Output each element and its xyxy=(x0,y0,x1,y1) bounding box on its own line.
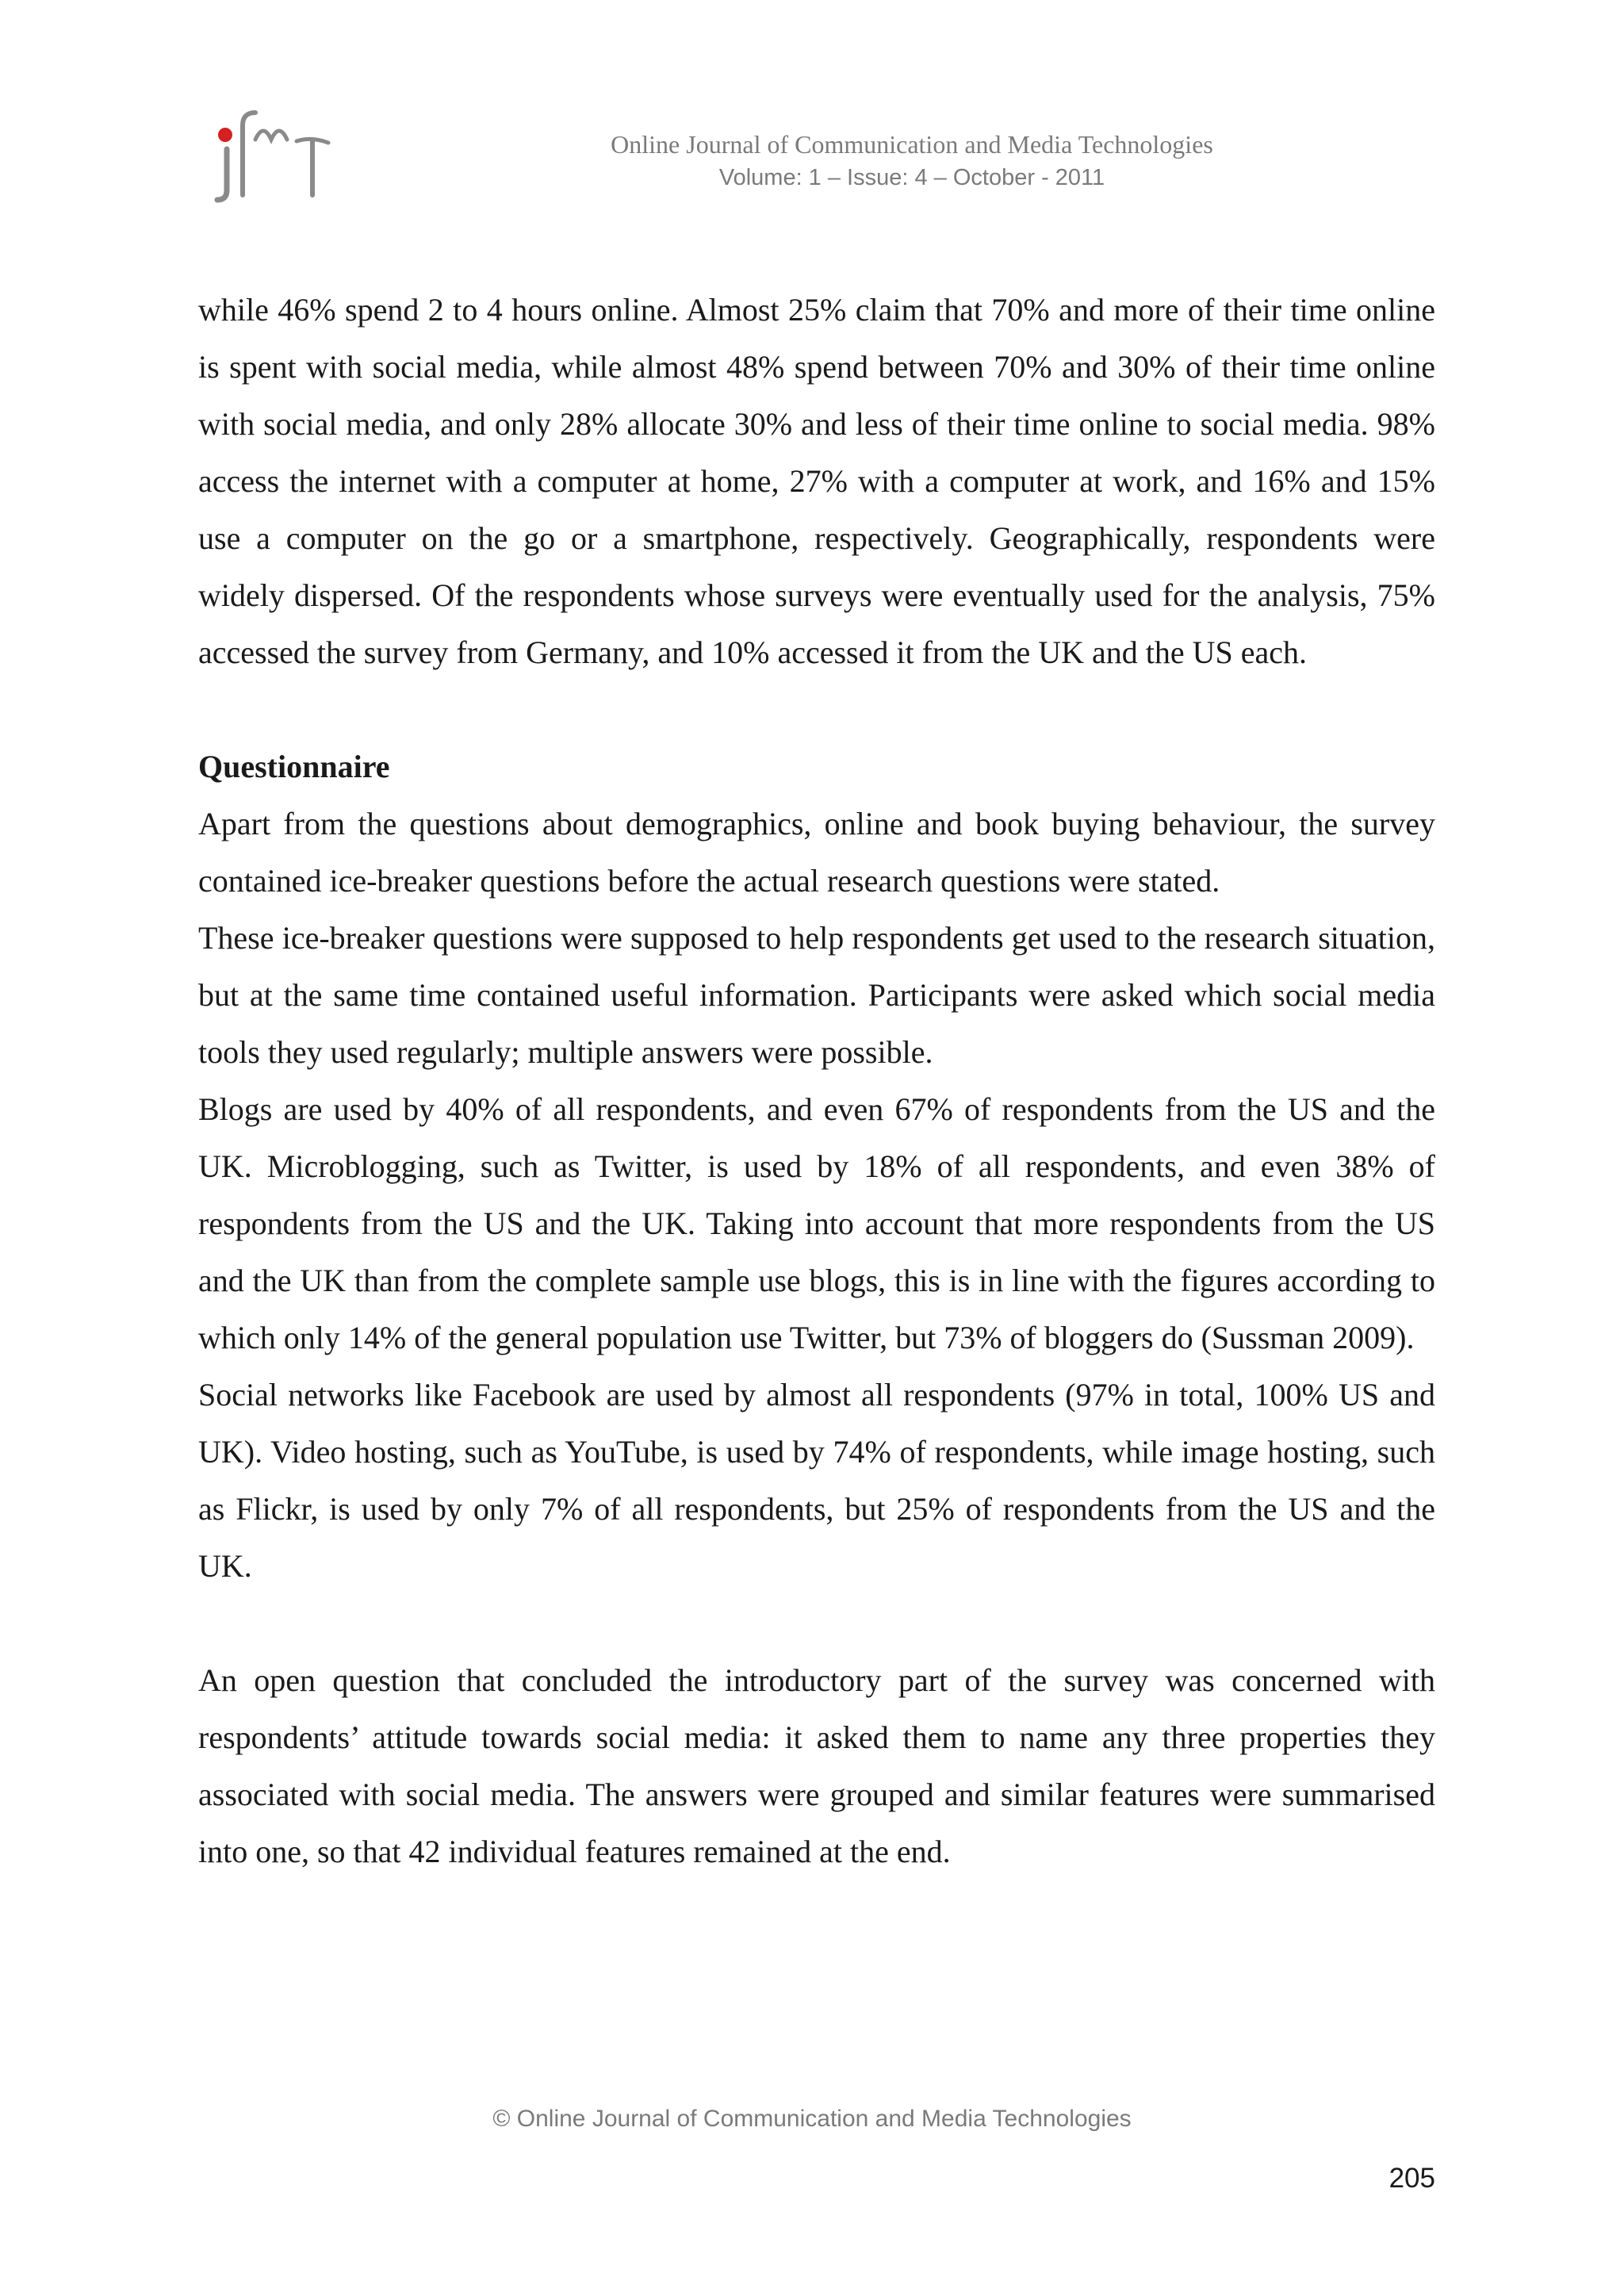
section-heading-questionnaire: Questionnaire xyxy=(198,749,390,784)
page-number: 205 xyxy=(1388,2163,1435,2194)
paragraph-2: Apart from the questions about demographics, online and book buying behaviour, the survey contained ice-breaker questions before the actual research questions were stated. xyxy=(198,806,1435,899)
page-header xyxy=(476,127,1348,194)
journal-logo xyxy=(208,102,350,205)
paragraph-5: Social networks like Facebook are used by almost all respondents (97% in total, 100% US and UK). Video hosting, such as YouTube, is used by 74% of respondents, while image hosting, such as Flickr, is used by only 7% of all respondents, but 25% of respondents from the US and the UK. xyxy=(198,1377,1435,1584)
article-body xyxy=(198,282,1435,1880)
logo-red-dot xyxy=(218,128,232,142)
page-footer: © Online Journal of Communication and Media Technologies xyxy=(492,2106,1132,2132)
journal-title: Online Journal of Communication and Media Technologies xyxy=(611,130,1213,159)
paragraph-4: Blogs are used by 40% of all respondents, and even 67% of respondents from the US and the UK. Microblogging, such as Twitter, is used by 18% of all respondents, and even 38% of respondents from the US and the UK. Taking into account that more respondents from the US and the UK than from the complete sample use blogs, this is in line with the figures according to which only 14% of the general population use Twitter, but 73% of bloggers do (Sussman 2009). xyxy=(198,1091,1435,1355)
paragraph-3: These ice-breaker questions were supposed to help respondents get used to the research situation, but at the same time contained useful information. Participants were asked which social media tools they used regularly; multiple answers were possible. xyxy=(198,920,1435,1070)
paragraph-1: while 46% spend 2 to 4 hours online. Almost 25% claim that 70% and more of their time online is spent with social media, while almost 48% spend between 70% and 30% of their time online with social media, and only 28% allocate 30% and less of their time online to social media. 98% access the internet with a computer at home, 27% with a computer at work, and 16% and 15% use a computer on the go or a smartphone, respectively. Geographically, respondents were widely dispersed. Of the respondents whose surveys were eventually used for the analysis, 75% accessed the survey from Germany, and 10% accessed it from the UK and the US each. xyxy=(198,292,1435,670)
paragraph-6: An open question that concluded the introductory part of the survey was concerned with respondents’ attitude towards social media: it asked them to name any three properties they associated with social media. The answers were grouped and similar features were summarised into one, so that 42 individual features remained at the end. xyxy=(198,1662,1435,1869)
journal-volume: Volume: 1 – Issue: 4 – October - 2011 xyxy=(718,165,1105,190)
